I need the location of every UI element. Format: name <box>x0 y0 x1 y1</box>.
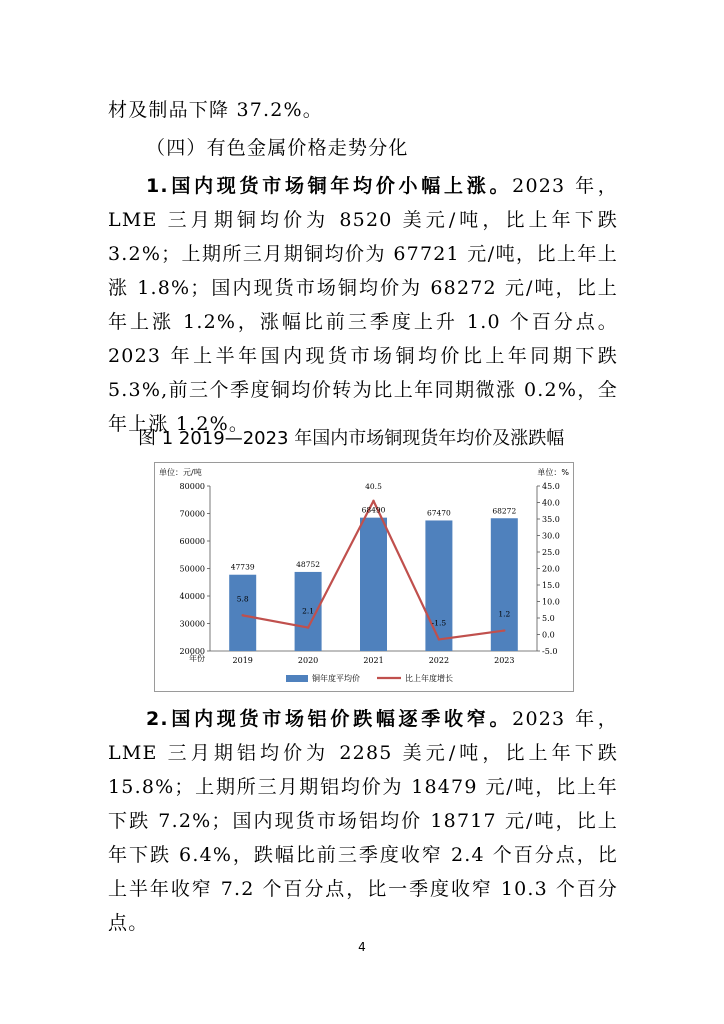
legend-label-line: 比上年度增长 <box>405 674 453 683</box>
left-tick-label: 40000 <box>179 592 205 601</box>
x-tick-label: 2023 <box>494 656 515 665</box>
x-tick-label: 2021 <box>363 656 384 665</box>
right-tick-label: 40.0 <box>542 498 560 508</box>
line-data-label: -1.5 <box>431 618 447 628</box>
page-number: 4 <box>358 940 366 954</box>
growth-point-2020 <box>307 626 309 628</box>
growth-point-2019 <box>242 614 244 616</box>
growth-point-2021 <box>372 500 374 502</box>
line-data-label: 1.2 <box>498 609 511 619</box>
paragraph-continued-text: 材及制品下降 37.2%。 <box>108 99 323 121</box>
paragraph-aluminum <box>108 702 618 940</box>
paragraph-continued <box>108 93 618 127</box>
right-tick-label: 10.0 <box>542 597 560 607</box>
legend-swatch-bar <box>286 675 308 682</box>
bar-data-label: 48752 <box>296 559 321 569</box>
bar-data-label: 68272 <box>492 506 517 516</box>
left-tick-label: 80000 <box>179 482 205 491</box>
figure-caption: 图 1 2019—2023 年国内市场铜现货年均价及涨跌幅 <box>138 428 565 449</box>
paragraph-aluminum-lead: 2.国内现货市场铝价跌幅逐季收窄。 <box>146 708 513 730</box>
right-tick-label: 35.0 <box>542 515 560 524</box>
line-data-label: 40.5 <box>365 481 382 491</box>
bar-data-label: 67470 <box>426 508 451 518</box>
left-unit-label: 单位：元/吨 <box>159 468 202 477</box>
left-tick-label: 30000 <box>179 619 205 629</box>
section-heading-text: （四）有色金属价格走势分化 <box>146 137 409 159</box>
legend-label-bar: 铜年度平均价 <box>312 674 360 683</box>
right-tick-label: 20.0 <box>542 564 560 574</box>
x-tick-label: 2020 <box>297 656 319 665</box>
bar-data-label: 68490 <box>361 505 386 515</box>
growth-point-2023 <box>503 629 505 631</box>
section-heading <box>108 131 618 165</box>
bar-2019 <box>229 575 256 651</box>
left-tick-label: 50000 <box>179 564 205 574</box>
copper-price-chart <box>155 463 573 691</box>
right-tick-label: 0.0 <box>542 630 555 640</box>
left-tick-label: 60000 <box>179 537 205 546</box>
paragraph-aluminum-text: 2023 年，LME 三月期铝均价为 2285 美元/吨，比上年下跌 15.8%；上期所三月期铝均价为 18479 元/吨，比上年下跌 7.2%；国内现货市场铝均价 18717 元/吨，比上年下跌 6.4%，跌幅比前三季度收窄 2.4 个百分点，比上半年收窄 7.2 个百分点，比一季度收窄 10.3 个百分点。 <box>108 708 619 934</box>
bar-2022 <box>425 520 452 651</box>
paragraph-copper-text: 2023 年，LME 三月期铜均价为 8520 美元/吨，比上年下跌 3.2%；上期所三月期铜均价为 67721 元/吨，比上年上涨 1.8%；国内现货市场铜均价为 68272 元/吨，比上年上涨 1.2%，涨幅比前三季度上升 1.0 个百分点。2023 年上半年国内现货市场铜均价比上年同期下跌 5.3%,前三个季度铜均价转为比上年同期微涨 0.2%，全年上涨 1.2%。 <box>108 175 619 435</box>
line-data-label: 2.1 <box>302 606 315 616</box>
left-tick-label: 20000 <box>179 647 205 656</box>
bar-data-label: 47739 <box>230 562 255 572</box>
right-tick-label: 5.0 <box>542 614 555 623</box>
right-tick-label: 15.0 <box>542 581 560 590</box>
growth-point-2022 <box>438 638 440 640</box>
left-tick-label: 70000 <box>179 509 205 519</box>
right-tick-label: 45.0 <box>542 482 560 491</box>
paragraph-copper-lead: 1.国内现货市场铜年均价小幅上涨。 <box>146 175 513 197</box>
x-tick-label: 2022 <box>428 656 450 665</box>
line-data-label: 5.8 <box>236 594 249 604</box>
right-tick-label: 30.0 <box>542 531 560 541</box>
x-tick-label: 2019 <box>232 656 253 665</box>
x-axis-label: 年份 <box>189 654 205 663</box>
right-tick-label: -5.0 <box>542 647 558 656</box>
right-tick-label: 25.0 <box>542 548 560 557</box>
bar-2021 <box>360 518 387 651</box>
paragraph-copper <box>108 169 618 441</box>
chart-frame <box>154 462 574 692</box>
right-unit-label: 单位：% <box>537 468 569 477</box>
